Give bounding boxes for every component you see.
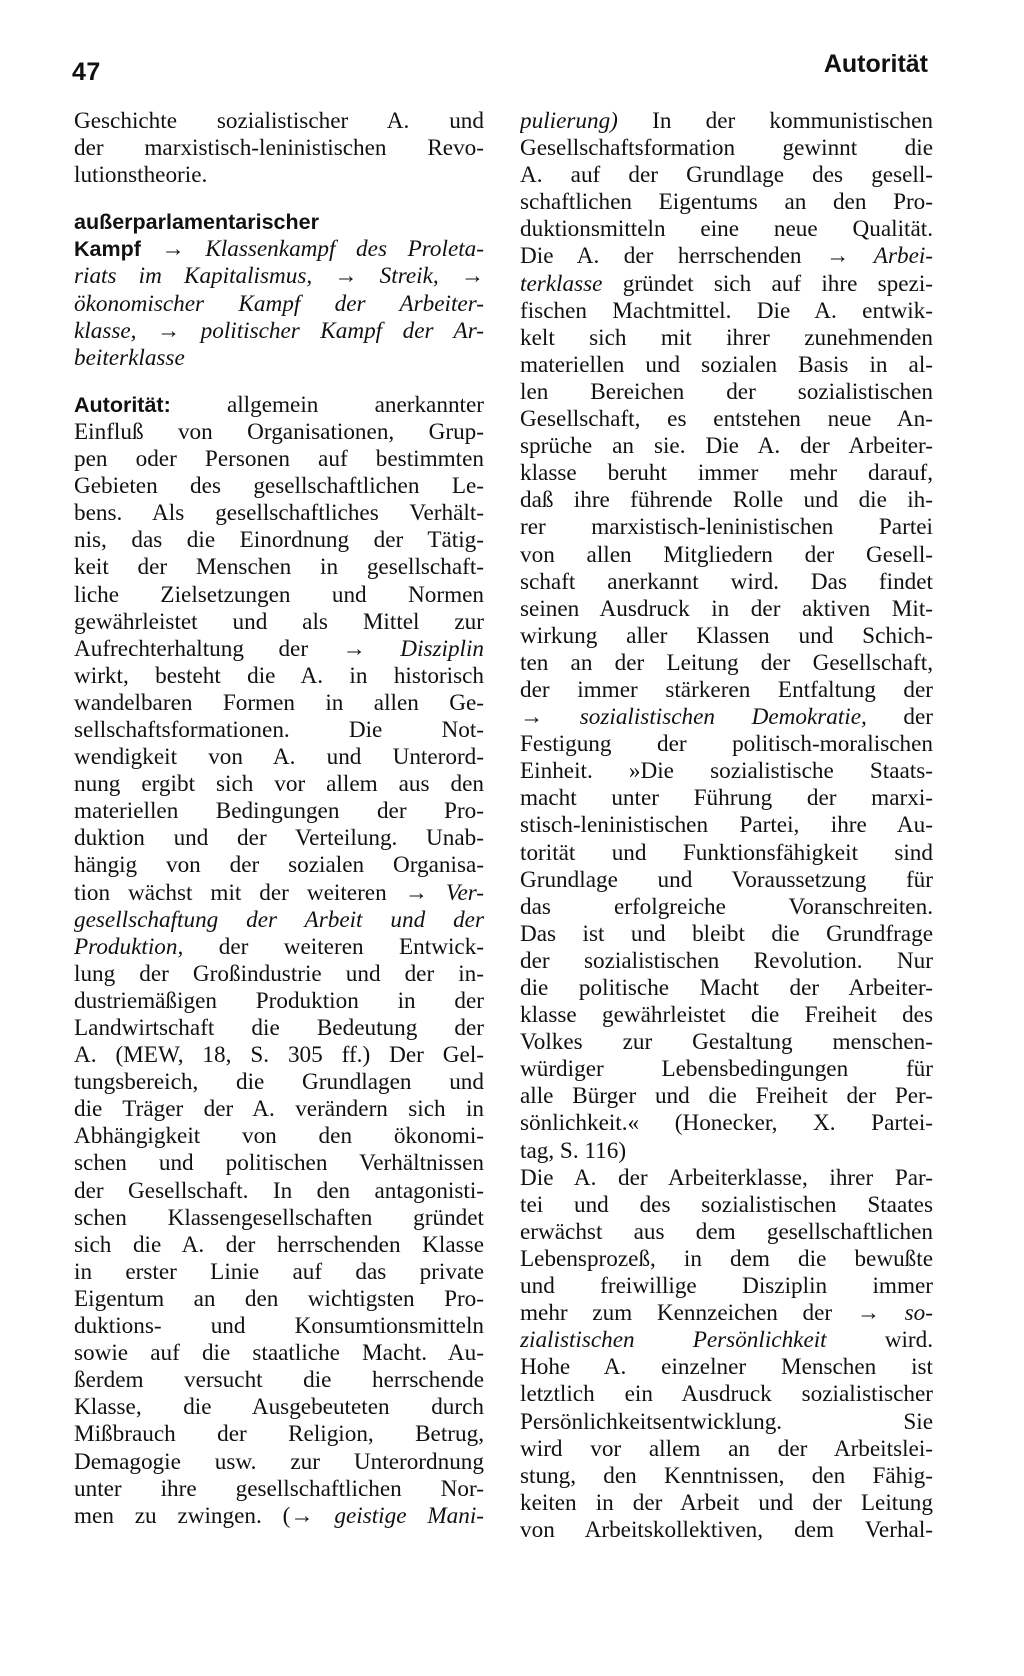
cross-reference[interactable]: pulierung) (520, 108, 618, 134)
headword: Kampf (74, 237, 141, 262)
cross-reference[interactable]: Ver- (445, 879, 484, 906)
text-line: stisch-leninistischen Partei, ihre Au- (520, 812, 933, 839)
text-line: sellschaftsformationen. Die Not- (74, 716, 484, 743)
arrow-icon: → (290, 1502, 314, 1529)
text-line: Autorität: allgemein anerkannter (74, 391, 484, 418)
text-line: len Bereichen der sozialistischen (520, 378, 933, 405)
text-line: pulierung) In der kommunistischen (520, 108, 933, 134)
cross-reference[interactable]: terklasse (520, 270, 603, 297)
text-line: Gesellschaft, es entstehen neue An- (520, 406, 933, 433)
cross-reference[interactable]: zialistischen Persönlichkeit (520, 1327, 827, 1354)
text-line: stung, den Kenntnissen, den Fähig- (520, 1462, 933, 1489)
text-line: Festigung der politisch-moralischen (520, 731, 933, 758)
text-line: tion wächst mit der weiteren → Ver- (74, 879, 484, 906)
text-line: würdiger Lebensbedingungen für (520, 1056, 933, 1083)
text-line: Klasse, die Ausgebeuteten durch (74, 1394, 484, 1421)
text-line: von allen Mitgliedern der Gesell- (520, 541, 933, 568)
text-line: sönlichkeit.« (Honecker, X. Partei- (520, 1110, 933, 1137)
entry-gap (74, 189, 484, 209)
text-line: unter ihre gesellschaftlichen Nor- (74, 1475, 484, 1502)
text-line: in erster Linie auf das private (74, 1258, 484, 1285)
text-line: und freiwillige Disziplin immer (520, 1273, 933, 1300)
text-line: Demagogie usw. zur Unterordnung (74, 1448, 484, 1475)
text-line: liche Zielsetzungen und Normen (74, 581, 484, 608)
cross-reference[interactable]: klasse, (74, 317, 137, 344)
text-line: nis, das die Einordnung der Tätig- (74, 527, 484, 554)
text-line: schaft anerkannt wird. Das findet (520, 568, 933, 595)
arrow-icon: → (342, 635, 366, 662)
arrow-icon: → (161, 236, 185, 263)
entry-ausserparlamentarischer-kampf (74, 209, 484, 372)
cross-reference[interactable]: Streik, (379, 263, 439, 290)
text-line: ten an der Leitung der Gesellschaft, (520, 649, 933, 676)
left-column (74, 108, 484, 1530)
text-line: Gesellschaftsformation gewinnt die (520, 135, 933, 162)
text-line: bens. Als gesellschaftliches Verhält- (74, 500, 484, 527)
text-line: Lebensprozeß, in dem die bewußte (520, 1245, 933, 1272)
text-line: der immer stärkeren Entfaltung der (520, 676, 933, 703)
cross-reference[interactable]: so- (904, 1300, 933, 1327)
arrow-icon: → (156, 317, 181, 344)
text-line: Gebieten des gesellschaftlichen Le- (74, 473, 484, 500)
text-line: von Arbeitskollektiven, dem Verhal- (520, 1516, 933, 1543)
text-line: macht unter Führung der marxi- (520, 785, 933, 812)
text-line: tungsbereich, die Grundlagen und (74, 1069, 484, 1096)
text-line: die politische Macht der Arbeiter- (520, 975, 933, 1001)
text-line (74, 291, 484, 318)
arrow-icon: → (826, 243, 850, 270)
text-line: sich die A. der herrschenden Klasse (74, 1231, 484, 1258)
cross-reference[interactable]: Disziplin (400, 635, 484, 662)
text-line: Einfluß von Organisationen, Grup- (74, 418, 484, 445)
text-line: wendigkeit von A. und Unterord- (74, 744, 484, 771)
cross-reference[interactable]: riats im Kapitalismus, (74, 263, 313, 290)
text-line: Abhängigkeit von den ökonomi- (74, 1123, 484, 1150)
text-line: klasse beruht immer mehr darauf, (520, 460, 933, 487)
text-line: Produktion, der weiteren Entwick- (74, 933, 484, 960)
text-line: wirkung aller Klassen und Schich- (520, 622, 933, 649)
text-line: Eigentum an den wichtigsten Pro- (74, 1285, 484, 1312)
arrow-icon: → (856, 1300, 880, 1327)
text-line: sowie auf die staatliche Macht. Au- (74, 1340, 484, 1367)
text-line: wandelbaren Formen in allen Ge- (74, 689, 484, 716)
text-line: zialistischen Persönlichkeit wird. (520, 1327, 933, 1354)
text-line: tag, S. 116) (520, 1137, 627, 1164)
text-line: schen Klassengesellschaften gründet (74, 1204, 484, 1231)
text-line: der Gesellschaft. In den antagonisti- (74, 1177, 484, 1204)
arrow-icon: → (460, 263, 484, 290)
text-line: Die A. der Arbeiterklasse, ihrer Par- (520, 1164, 933, 1191)
text-line: daß ihre führende Rolle und die ih- (520, 487, 933, 514)
text-line: alle Bürger und die Freiheit der Per- (520, 1083, 933, 1110)
text-line: duktion und der Verteilung. Unab- (74, 825, 484, 852)
text-line: Grundlage und Voraussetzung für (520, 866, 933, 893)
text-line (74, 236, 484, 263)
text-line: seinen Ausdruck in der aktiven Mit- (520, 595, 933, 622)
text-line: Mißbrauch der Religion, Betrug, (74, 1421, 484, 1448)
text-line (74, 907, 484, 934)
text-line: → sozialistischen Demokratie, der (520, 704, 933, 731)
text-line: klasse gewährleistet die Freiheit des (520, 1002, 933, 1029)
text-line: materiellen und sozialen Basis in al- (520, 351, 933, 378)
text-line: Persönlichkeitsentwicklung. Sie (520, 1408, 933, 1435)
headword: außerparlamentarischer (74, 210, 319, 235)
text-line: tei und des sozialistischen Staates (520, 1191, 933, 1218)
arrow-icon: → (404, 879, 428, 906)
text-line: A. auf der Grundlage des gesell- (520, 162, 933, 189)
text-line (74, 345, 484, 372)
text-line: materiellen Bedingungen der Pro- (74, 798, 484, 825)
text-line: der sozialistischen Revolution. Nur (520, 947, 933, 974)
cross-reference[interactable]: gesellschaftung der Arbeit und der (74, 906, 484, 933)
text-line: rer marxistisch-leninistischen Partei (520, 514, 933, 541)
cross-reference[interactable]: politischer Kampf der Ar- (200, 317, 484, 344)
cross-reference[interactable]: geistige Mani- (334, 1502, 484, 1529)
text-line: erwächst aus dem gesellschaftlichen (520, 1218, 933, 1245)
text-line: nung ergibt sich vor allem aus den (74, 771, 484, 798)
text-line (74, 318, 484, 345)
text-line (74, 263, 484, 290)
page-number: 47 (72, 58, 101, 86)
text-line: A. (MEW, 18, S. 305 ff.) Der Gel- (74, 1042, 484, 1069)
entry-gap (74, 372, 484, 392)
text-line: torität und Funktionsfähigkeit sind (520, 839, 933, 866)
text-line: der marxistisch-leninistischen Revo- (74, 135, 484, 162)
text-line: lutionstheorie. (74, 162, 208, 189)
text-line: gewährleistet und als Mittel zur (74, 608, 484, 635)
entry-autoritaet (74, 392, 484, 1530)
text-line: Geschichte sozialistischer A. und (74, 108, 484, 134)
text-line: schen und politischen Verhältnissen (74, 1150, 484, 1177)
text-line: hängig von der sozialen Organisa- (74, 852, 484, 879)
text-line: Das ist und bleibt die Grundfrage (520, 920, 933, 947)
text-line: men zu zwingen. (→ geistige Mani- (74, 1502, 484, 1529)
text-line: kelt sich mit ihrer zunehmenden (520, 324, 933, 351)
text-line: duktions- und Konsumtionsmitteln (74, 1313, 484, 1340)
arrow-icon: → (334, 263, 358, 290)
text-line: Aufrechterhaltung der → Disziplin (74, 635, 484, 662)
text-line: Landwirtschaft die Bedeutung der (74, 1015, 484, 1041)
text-line: Die A. der herrschenden → Arbei- (520, 243, 933, 270)
text-line: keiten in der Arbeit und der Leitung (520, 1489, 933, 1516)
cross-reference[interactable]: sozialistischen Demokratie, (579, 704, 867, 731)
text-line: letztlich ein Ausdruck sozialistischer (520, 1381, 933, 1408)
text-line (74, 209, 484, 236)
text-line: terklasse gründet sich auf ihre spezi- (520, 270, 933, 297)
right-column (520, 108, 933, 1544)
text-line: schaftlichen Eigentums an den Pro- (520, 189, 933, 216)
text-line: Hohe A. einzelner Menschen ist (520, 1354, 933, 1381)
text-line: ßerdem versucht die herrschende (74, 1367, 484, 1394)
text-line: Volkes zur Gestaltung menschen- (520, 1029, 933, 1056)
running-head: Autorität (823, 50, 928, 78)
cross-reference[interactable]: ökonomischer Kampf der Arbeiter- (74, 290, 484, 317)
text-line: mehr zum Kennzeichen der → so- (520, 1300, 933, 1327)
text-line: duktionsmitteln eine neue Qualität. (520, 216, 933, 243)
text-line: fischen Machtmittel. Die A. entwik- (520, 297, 933, 324)
text-line: lung der Großindustrie und der in- (74, 960, 484, 987)
cross-reference[interactable]: Arbei- (873, 243, 933, 270)
text-line: Einheit. »Die sozialistische Staats- (520, 758, 933, 785)
headword: Autorität: (74, 392, 171, 417)
text-line: keit der Menschen in gesellschaft- (74, 554, 484, 581)
text-line: sprüche an sie. Die A. der Arbeiter- (520, 433, 933, 460)
text-line: wirkt, besteht die A. in historisch (74, 662, 484, 689)
text-line: die Träger der A. verändern sich in (74, 1096, 484, 1123)
cross-reference[interactable]: Klassenkampf des Proleta- (205, 236, 484, 263)
cross-reference[interactable]: beiterklasse (74, 344, 185, 371)
text-line: wird vor allem an der Arbeitslei- (520, 1435, 933, 1462)
cross-reference[interactable]: Produktion, (74, 933, 184, 960)
text-line: pen oder Personen auf bestimmten (74, 446, 484, 473)
text-line: dustriemäßigen Produktion in der (74, 987, 484, 1014)
text-line: das erfolgreiche Voranschreiten. (520, 893, 933, 920)
arrow-icon: → (520, 704, 544, 731)
